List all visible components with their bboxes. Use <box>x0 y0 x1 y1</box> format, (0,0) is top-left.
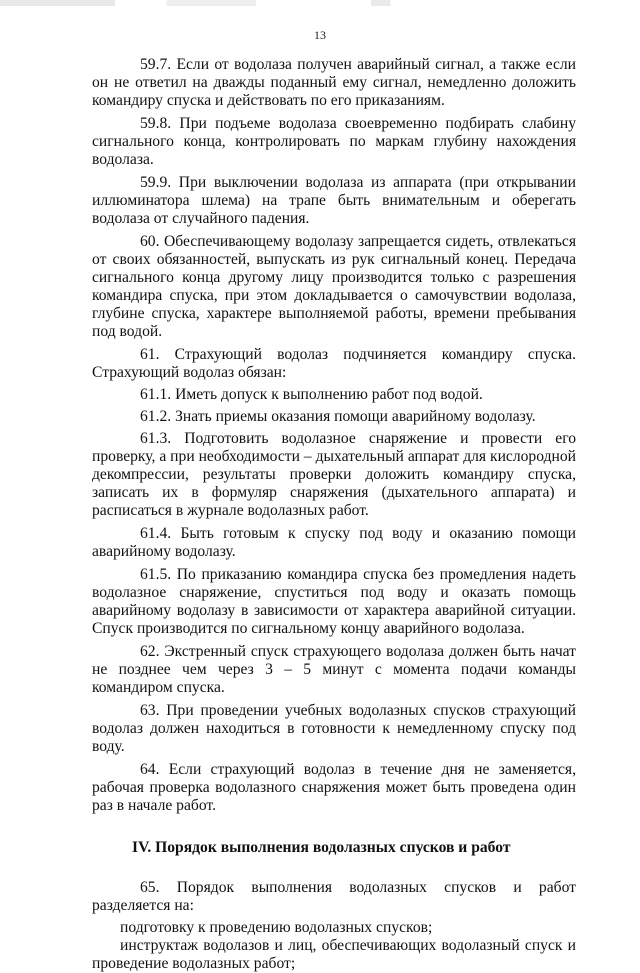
paragraph-59-7: 59.7. Если от водолаза получен аварийный сигнал, а также если он не ответил на дважды поданный ему сигнал, немедленно доложить командиру спуска и действовать по его приказаниям. <box>92 56 576 109</box>
paragraph-64: 64. Если страхующий водолаз в течение дня не заменяется, рабочая проверка водолазного снаряжения может быть проведена один раз в начале работ. <box>92 761 576 814</box>
paragraph-60: 60. Обеспечивающему водолазу запрещается сидеть, отвлекаться от своих обязанностей, выпускать из рук сигнальный конец. Передача сигнального конца другому лицу производится только с разрешения командира спуска, при этом докладывается о самочувствии водолаза, глубине спуска, характере выполняемой работы, времени пребывания под водой. <box>92 233 576 340</box>
list-item: инструктаж водолазов и лиц, обеспечивающих водолазный спуск и проведение водолазных работ; <box>92 937 576 972</box>
paragraph-61-5: 61.5. По приказанию командира спуска без промедления надеть водолазное снаряжение, спуститься под воду и оказать помощь аварийному водолазу в зависимости от характера аварийной ситуации. Спуск производится по сигнальному концу аварийного водолаза. <box>92 566 576 637</box>
paragraph-59-8: 59.8. При подъеме водолаза своевременно подбирать слабину сигнального конца, контролировать по маркам глубину нахождения водолаза. <box>92 115 576 168</box>
paragraph-59-9: 59.9. При выключении водолаза из аппарата (при открывании иллюминатора шлема) на трапе быть внимательным и оберегать водолаза от случайного падения. <box>92 174 576 227</box>
paragraph-61: 61. Страхующий водолаз подчиняется командиру спуска. Страхующий водолаз обязан: <box>92 346 576 381</box>
paragraph-65: 65. Порядок выполнения водолазных спусков и работ разделяется на: <box>92 879 576 914</box>
scan-edge <box>0 0 640 6</box>
page-number: 13 <box>314 28 326 42</box>
paragraph-61-1: 61.1. Иметь допуск к выполнению работ под водой. <box>140 386 483 403</box>
list-item: подготовку к проведению водолазных спусков; <box>120 919 433 936</box>
paragraph-63: 63. При проведении учебных водолазных спусков страхующий водолаз должен находиться в готовности к немедленному спуску под воду. <box>92 702 576 755</box>
paragraph-61-4: 61.4. Быть готовым к спуску под воду и оказанию помощи аварийному водолазу. <box>92 525 576 560</box>
document-body <box>92 56 576 973</box>
paragraph-61-2: 61.2. Знать приемы оказания помощи аварийному водолазу. <box>140 408 536 425</box>
paragraph-61-3: 61.3. Подготовить водолазное снаряжение и провести его проверку, а при необходимости – дыхательный аппарат для кислородной декомпрессии, результаты проверки доложить командиру спуска, записать их в формуляр снаряжения (дыхательного аппарата) и расписаться в журнале водолазных работ. <box>92 430 576 519</box>
paragraph-62: 62. Экстренный спуск страхующего водолаза должен быть начат не позднее чем через 3 – 5 минут с момента подачи команды командиром спуска. <box>92 643 576 696</box>
section-heading: IV. Порядок выполнения водолазных спусков и работ <box>132 839 511 856</box>
